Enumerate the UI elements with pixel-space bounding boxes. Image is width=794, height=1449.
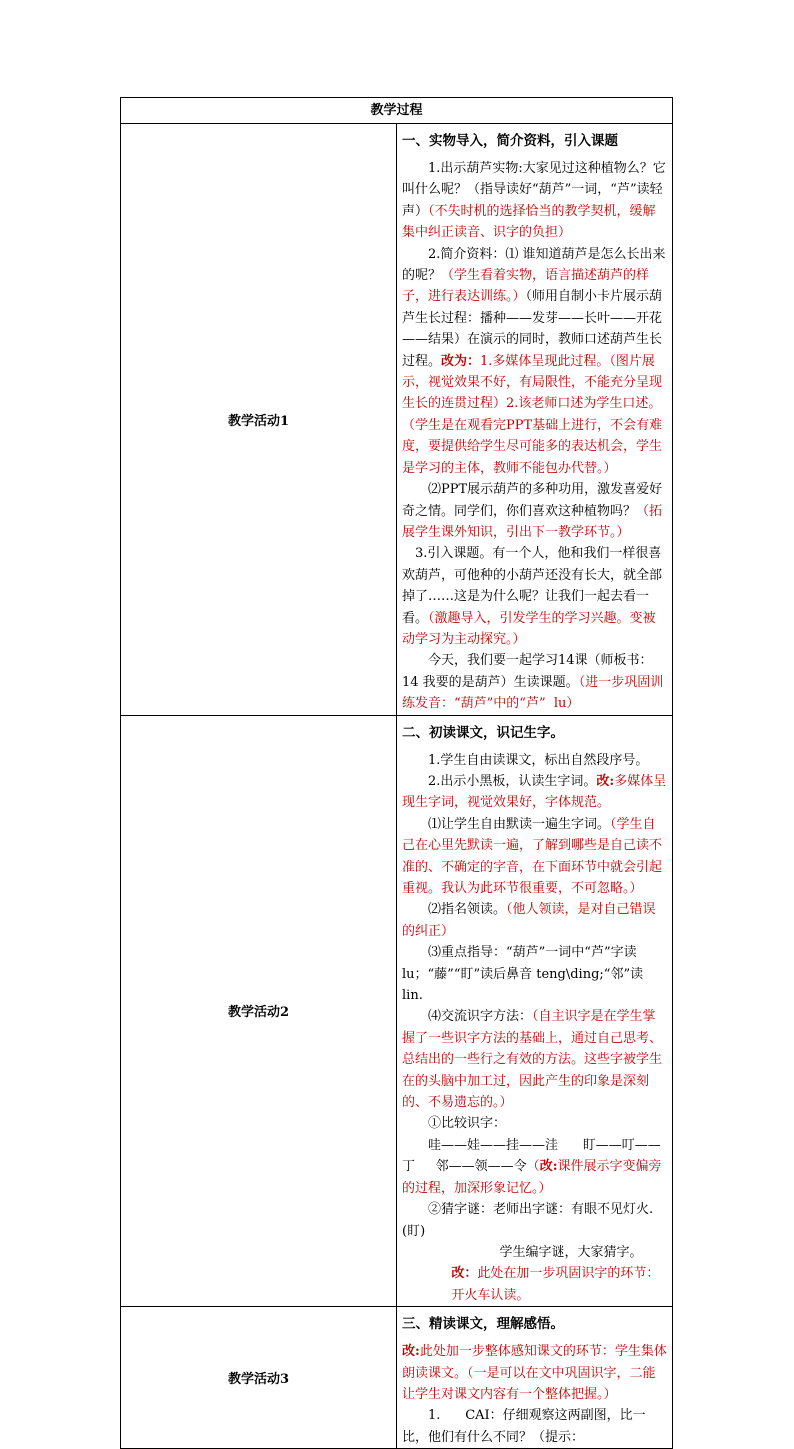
revision-text: 课件展示字变偏旁的过程，加深形象记忆。） bbox=[402, 1159, 662, 1196]
revision-marker: 改： bbox=[451, 1266, 478, 1282]
table-header: 教学过程 bbox=[121, 98, 673, 124]
paragraph bbox=[402, 650, 668, 714]
activity-row-2 bbox=[121, 715, 673, 1307]
paragraph bbox=[402, 1135, 668, 1199]
revision-text: 多媒体呈现生字词，视觉效果好，字体规范。 bbox=[402, 773, 667, 811]
revision-marker: 改: bbox=[539, 1159, 558, 1175]
revision-marker: 改: bbox=[596, 773, 615, 789]
paragraph bbox=[402, 1006, 668, 1113]
activity-label: 教学活动1 bbox=[121, 124, 397, 716]
revision-marker: 改: bbox=[402, 1344, 420, 1360]
text: ⑵PPT展示葫芦的多种功用，激发喜爱好奇之情。同学们，你们喜欢这种植物吗？ bbox=[402, 482, 663, 519]
paragraph bbox=[402, 899, 668, 942]
revision-text: 1.多媒体呈现此过程。（图片展示，视觉效果不好，有局限性，不能充分呈现生长的连贯过程）2.该老师口述为学生口述。（学生是在观看完PPT基础上进行，不会有难度，要提供给学生尽可能多的表达机会，学生是学习的主体，教师不能包办代替。） bbox=[402, 353, 663, 476]
note-text: （自主识字是在学生掌握了一些识字方法的基础上，通过自己思考、总结出的一些行之有效的方法。这些字被学生在的头脑中加工过，因此产生的印象是深刻的、不易遗忘的。） bbox=[402, 1009, 663, 1111]
activity-label: 教学活动2 bbox=[121, 715, 397, 1307]
teaching-process-table bbox=[120, 97, 673, 1449]
note-text: （学生看着实物，语言描述葫芦的样子，进行表达训练。） bbox=[402, 268, 650, 305]
text: ⑵指名领读。 bbox=[428, 902, 507, 918]
note-text: （学生自己在心里先默读一遍，了解到哪些是自己读不准的、不确定的字音，在下面环节中就会引起重视。我认为此环节很重要，不可忽略。） bbox=[402, 816, 663, 896]
activity-label: 教学活动3 bbox=[121, 1307, 397, 1449]
text: ⑷交流识字方法： bbox=[428, 1009, 533, 1025]
revision-text: 此处加一步整体感知课文的环节：学生集体朗读课文。（一是可以在文中巩固识字，二能让学生对课文内容有一个整体把握。） bbox=[402, 1344, 667, 1402]
paragraph bbox=[402, 1341, 668, 1405]
paragraph bbox=[402, 1405, 668, 1448]
activity-content bbox=[397, 715, 673, 1307]
text: 1.出示葫芦实物:大家见过这种植物么？它叫什么呢？（指导读好“葫芦”一词，“芦”读轻声） bbox=[402, 161, 666, 219]
paragraph: 1.学生自由读课文，标出自然段序号。 bbox=[428, 752, 649, 768]
paragraph bbox=[402, 543, 668, 650]
text: CAI：仔细观察这两副图，比一比，他们有什么不同？（提示： bbox=[402, 1408, 646, 1445]
paragraph: ②猜字谜：老师出字谜：有眼不见灯火.(盯) bbox=[402, 1202, 654, 1239]
section-title: 二、初读课文，识记生字。 bbox=[402, 724, 564, 741]
paragraph: ⑶重点指导：“葫芦”一词中“芦”字读 lu；“藤”“盯”读后鼻音 teng\ding;“邻”读 lin. bbox=[402, 945, 648, 1004]
note-text: （他人领读，是对自己错误的纠正） bbox=[402, 902, 656, 939]
paragraph bbox=[402, 814, 668, 900]
paragraph bbox=[402, 479, 668, 543]
note-text: （激趣导入，引发学生的学习兴趣。变被动学习为主动探究。） bbox=[402, 610, 656, 647]
revision-text: 此处在加一步巩固识字的环节：开火车认读。 bbox=[451, 1266, 660, 1303]
activity-content bbox=[397, 1307, 673, 1449]
text: 2.简介资料：⑴ 谁知道葫芦是怎么长出来的呢？ bbox=[402, 246, 666, 284]
paragraph bbox=[402, 244, 668, 479]
activity-row-1 bbox=[121, 124, 673, 716]
paragraph bbox=[402, 771, 668, 814]
section-title: 三、精读课文，理解感悟。 bbox=[402, 1316, 564, 1333]
paragraph bbox=[402, 1263, 668, 1306]
activity-content bbox=[397, 124, 673, 716]
note-text: （进一步巩固训练发音：“葫芦”中的“芦” lu） bbox=[402, 674, 664, 712]
note-text: （ bbox=[526, 1159, 540, 1175]
text: 3.引入课题。有一个人，他和我们一样很喜欢葫芦，可他种的小葫芦还没有长大，就全部掉了……这是为什么呢？让我们一起去看一看。 bbox=[402, 546, 663, 626]
text: 2.出示小黑板，认读生字词。 bbox=[428, 773, 597, 789]
text: （师用自制小卡片展示葫芦生长过程：播种——发芽——长叶——开花——结果）在演示的同时，教师口述葫芦生长过程。 bbox=[402, 289, 663, 369]
paragraph bbox=[402, 158, 668, 244]
paragraph: ①比较识字： bbox=[428, 1116, 507, 1132]
note-text: （拓展学生课外知识，引出下一教学环节。） bbox=[402, 503, 663, 540]
text: 哇——娃——挂——洼 盯——叮——丁 邻——领——令 bbox=[402, 1137, 661, 1175]
note-text: （不失时机的选择恰当的教学契机，缓解集中纠正读音、识字的负担） bbox=[402, 203, 656, 241]
activity-row-3 bbox=[121, 1307, 673, 1449]
text: ⑴让学生自由默读一遍生字词。 bbox=[428, 816, 611, 832]
text: 今天，我们要一起学习14课（师板书：14 我要的是葫芦）生读课题。 bbox=[402, 653, 653, 690]
list-number: 1. bbox=[428, 1408, 441, 1424]
revision-marker: 改为： bbox=[441, 353, 481, 369]
section-title: 一、实物导入，简介资料，引入课题 bbox=[402, 133, 618, 149]
paragraph: 学生编字谜，大家猜字。 bbox=[499, 1244, 643, 1260]
